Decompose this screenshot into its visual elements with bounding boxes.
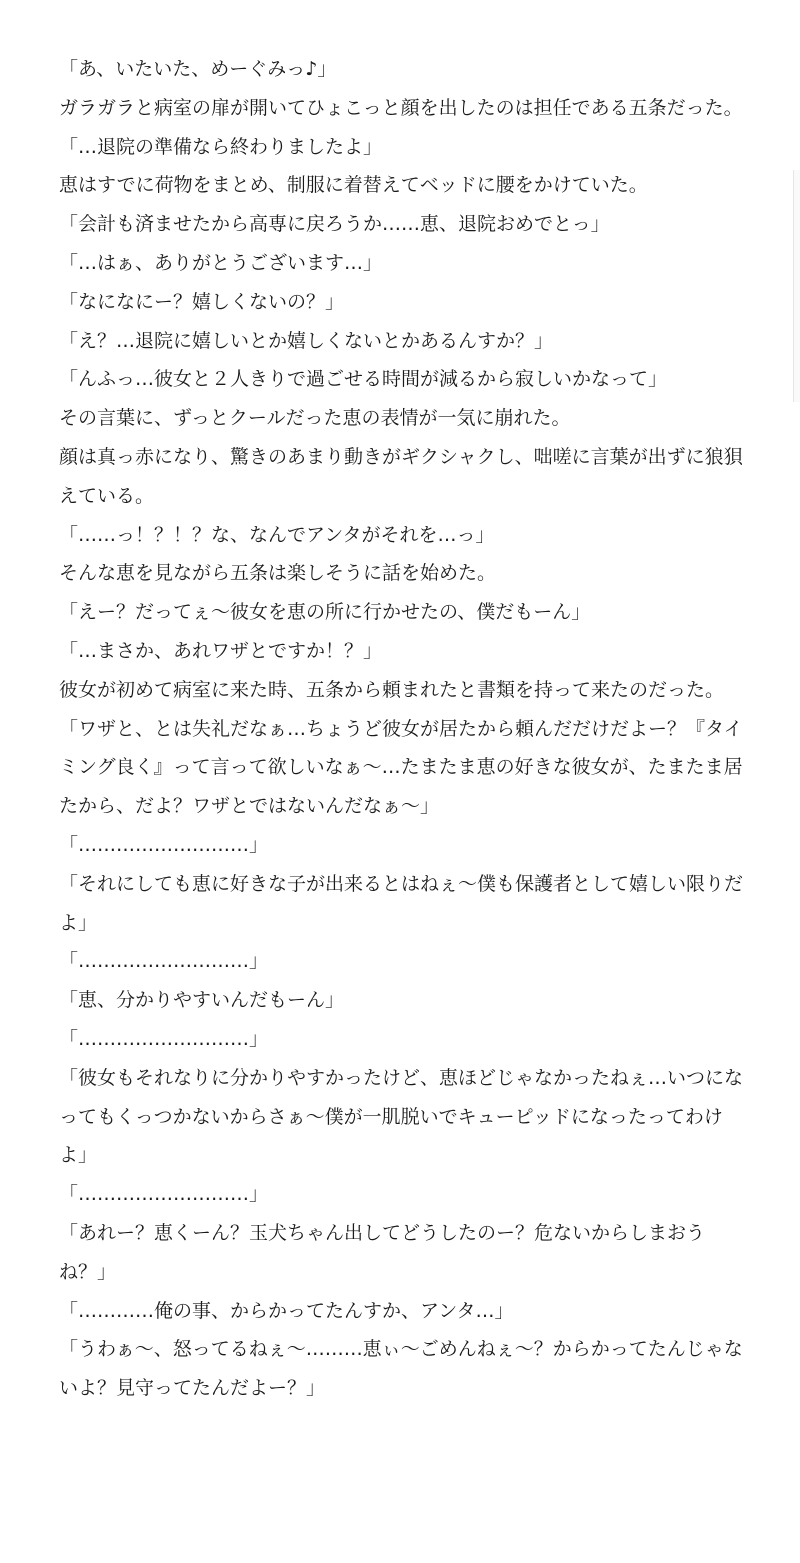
paragraph: その言葉に、ずっとクールだった恵の表情が一気に崩れた。	[59, 407, 571, 430]
paragraph: 「…はぁ、ありがとうございます…」	[59, 251, 383, 274]
paragraph: 「………………………」	[59, 950, 269, 973]
paragraph: 「ワザと、とは失礼だなぁ…ちょうど彼女が居たから頼んだだけだよー？『タイミング良く』って言って欲しいなぁ～…たまたま恵の好きな彼女が、たまたま居たから、だよ？ワザとではないんだなぁ～」	[59, 717, 743, 818]
paragraph: ガラガラと病室の扉が開いてひょこっと顔を出したのは担任である五条だった。	[59, 96, 743, 119]
paragraph: 彼女が初めて病室に来た時、五条から頼まれたと書類を持って来たのだった。	[59, 678, 725, 701]
paragraph: 「…退院の準備なら終わりましたよ」	[59, 135, 383, 158]
paragraph: 「あ、いたいた、めーぐみっ♪」	[59, 58, 337, 80]
paragraph: 「恵、分かりやすいんだもーん」	[59, 989, 345, 1012]
paragraph: 「んふっ…彼女と２人きりで過ごせる時間が減るから寂しいかなって」	[59, 368, 668, 391]
paragraph: 「彼女もそれなりに分かりやすかったけど、恵ほどじゃなかったねぇ…いつになってもくっつかないからさぁ～僕が一肌脱いでキューピッドになったってわけよ」	[59, 1066, 744, 1167]
scrollbar-track[interactable]	[793, 170, 800, 402]
paragraph: 「なになにー？嬉しくないの？」	[59, 290, 345, 313]
paragraph: 恵はすでに荷物をまとめ、制服に着替えてベッドに腰をかけていた。	[59, 174, 648, 197]
paragraph: 顔は真っ赤になり、驚きのあまり動きがギクシャクし、咄嗟に言葉が出ずに狼狽えている。	[59, 445, 743, 507]
paragraph: 「………………………」	[59, 1183, 269, 1206]
story-text	[59, 50, 749, 1408]
paragraph: 「え？…退院に嬉しいとか嬉しくないとかあるんすか？」	[59, 329, 554, 352]
paragraph: 「会計も済ませたから高専に戻ろうか……恵、退院おめでとっ」	[59, 213, 610, 236]
paragraph: そんな恵を見ながら五条は楽しそうに話を始めた。	[59, 562, 497, 585]
paragraph: 「うわぁ～、怒ってるねぇ～………恵ぃ～ごめんねぇ～？からかってたんじゃないよ？見守ってたんだよー？」	[59, 1338, 743, 1400]
paragraph: 「それにしても恵に好きな子が出来るとはねぇ～僕も保護者として嬉しい限りだよ」	[59, 872, 744, 934]
paragraph: 「……っ！？！？な、なんでアンタがそれを…っ」	[59, 523, 495, 546]
paragraph: 「…まさか、あれワザとですか！？」	[59, 639, 383, 662]
paragraph: 「あれー？恵くーん？玉犬ちゃん出してどうしたのー？危ないからしまおうね？」	[59, 1221, 706, 1283]
paragraph: 「…………俺の事、からかってたんすか、アンタ…」	[59, 1299, 514, 1322]
paragraph: 「えー？だってぇ～彼女を恵の所に行かせたの、僕だもーん」	[59, 601, 591, 624]
paragraph: 「………………………」	[59, 833, 269, 856]
paragraph: 「………………………」	[59, 1027, 269, 1050]
